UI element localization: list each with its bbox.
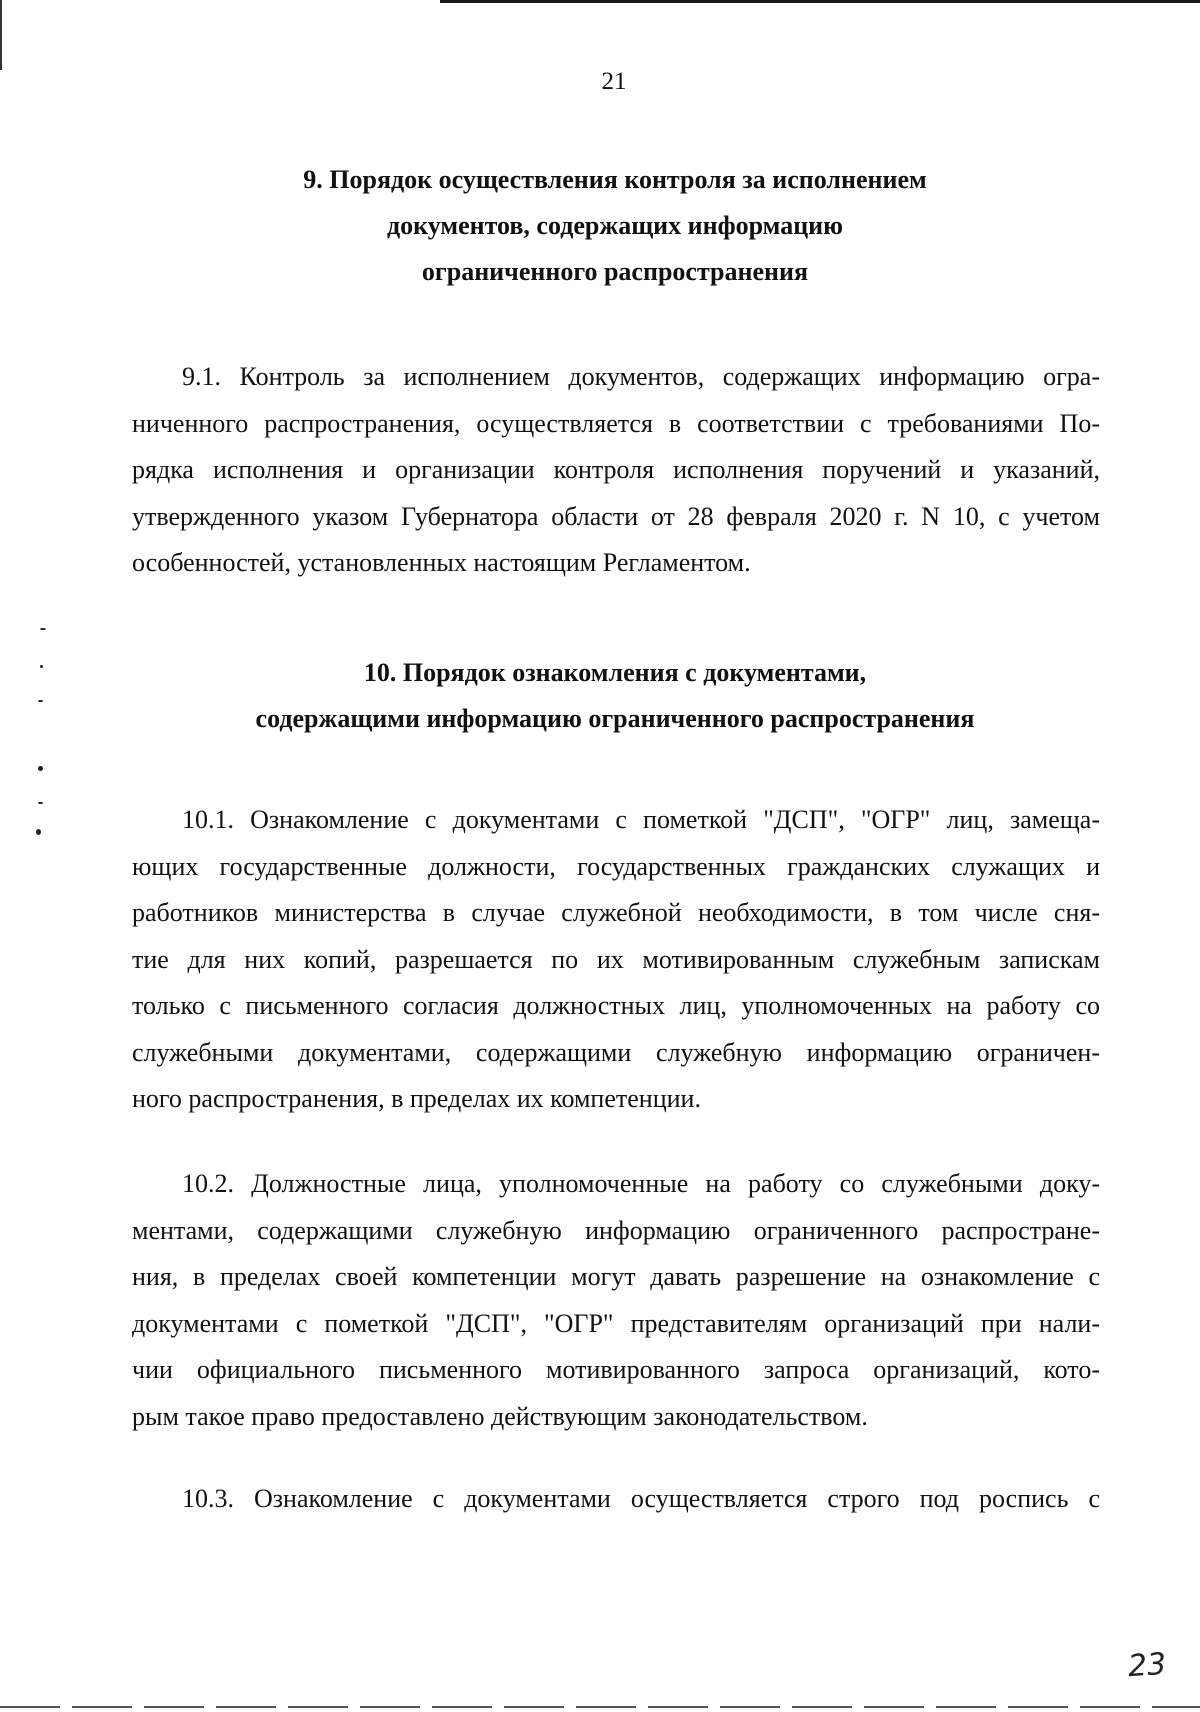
paragraph-10-3 bbox=[132, 1476, 1100, 1523]
heading-line: ограниченного распространения bbox=[421, 257, 809, 286]
scan-speck bbox=[40, 665, 43, 668]
text-line: ного распространения, в пределах их компетенции. bbox=[132, 1084, 701, 1113]
page-number: 21 bbox=[601, 68, 627, 95]
handwritten-folio-number: 23 bbox=[1126, 1646, 1168, 1685]
text-line: особенностей, установленных настоящим Регламентом. bbox=[132, 548, 751, 577]
scan-edge-left bbox=[0, 0, 2, 70]
text-line: только с письменного согласия должностных лиц, уполномоченных на работу со bbox=[132, 991, 1100, 1020]
text-line: 9.1. Контроль за исполнением документов, содержащих информацию огра- bbox=[182, 362, 1100, 391]
text-line: утвержденного указом Губернатора области от 28 февраля 2020 г. N 10, с учетом bbox=[132, 501, 1100, 531]
text-line: ментами, содержащими служебную информацию ограниченного распростране- bbox=[132, 1215, 1100, 1245]
text-line: документами с пометкой "ДСП", "ОГР" представителям организаций при нали- bbox=[132, 1308, 1100, 1338]
scan-speck bbox=[38, 766, 43, 771]
heading-line: 9. Порядок осуществления контроля за исполнением bbox=[303, 165, 927, 194]
scan-edge-top bbox=[440, 0, 1200, 3]
text-line: рядка исполнения и организации контроля исполнения поручений и указаний, bbox=[132, 455, 1100, 484]
heading-line: документов, содержащих информацию bbox=[386, 211, 844, 240]
text-line: ющих государственные должности, государственных гражданских служащих и bbox=[132, 851, 1100, 881]
text-line: работников министерства в случае служебной необходимости, в том числе сня- bbox=[132, 898, 1100, 927]
text-line: тие для них копий, разрешается по их мотивированным служебным запискам bbox=[132, 944, 1100, 974]
text-line: 10.1. Ознакомление с документами с пометкой "ДСП", "ОГР" лиц, замеща- bbox=[182, 805, 1100, 834]
scan-speck bbox=[40, 628, 46, 630]
text-line: 10.3. Ознакомление с документами осуществляется строго под роспись с bbox=[182, 1484, 1100, 1513]
text-line: рым такое право предоставлено действующим законодательством. bbox=[132, 1401, 868, 1431]
scan-speck bbox=[38, 802, 43, 804]
heading-line: содержащими информацию ограниченного распространения bbox=[255, 704, 975, 733]
heading-line: 10. Порядок ознакомления с документами, bbox=[363, 658, 867, 687]
scan-speck bbox=[36, 829, 41, 835]
text-line: ниченного распространения, осуществляется в соответствии с требованиями По- bbox=[132, 408, 1100, 438]
text-line: ния, в пределах своей компетенции могут давать разрешение на ознакомление с bbox=[132, 1262, 1100, 1291]
section-9-heading bbox=[130, 157, 1100, 295]
section-10-heading bbox=[130, 650, 1100, 742]
paragraph-9-1 bbox=[132, 354, 1100, 587]
scan-edge-bottom bbox=[0, 1706, 1200, 1708]
scan-speck bbox=[38, 700, 43, 702]
text-line: 10.2. Должностные лица, уполномоченные на работу со служебными доку- bbox=[182, 1169, 1100, 1198]
paragraph-10-1 bbox=[132, 797, 1100, 1123]
text-line: чии официального письменного мотивированного запроса организаций, кото- bbox=[132, 1355, 1100, 1384]
paragraph-10-2 bbox=[132, 1161, 1100, 1440]
text-line: служебными документами, содержащими служебную информацию ограничен- bbox=[132, 1037, 1100, 1067]
